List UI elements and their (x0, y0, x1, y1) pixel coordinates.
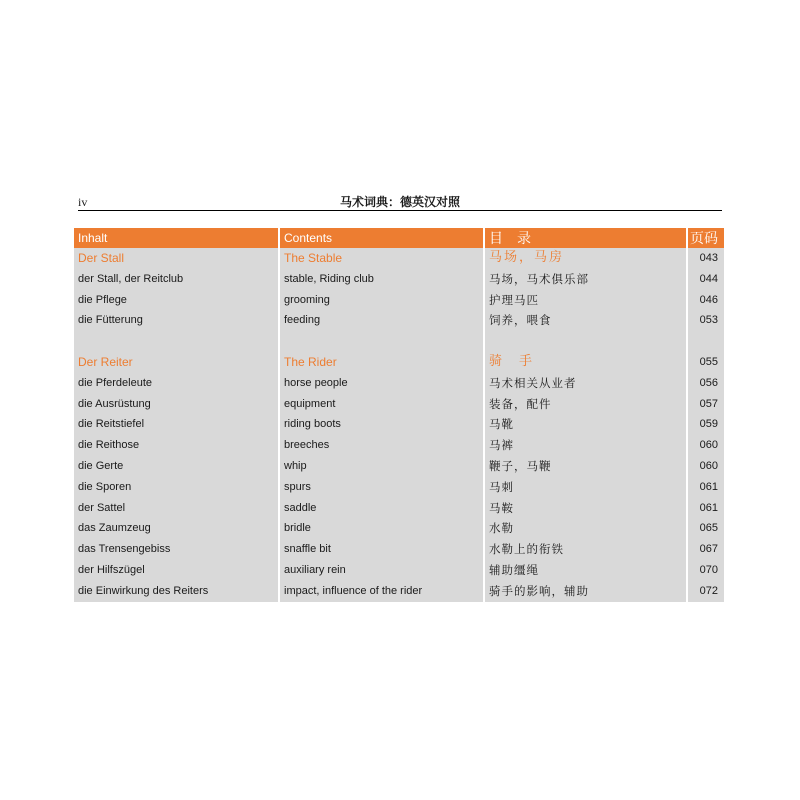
german-cell (74, 331, 278, 352)
toc-header-row (74, 228, 724, 248)
page-cell: 072 (686, 581, 724, 602)
table-row (74, 498, 724, 519)
german-cell: die Einwirkung des Reiters (74, 581, 278, 602)
page-cell: 056 (686, 373, 724, 394)
section-row (74, 352, 724, 373)
english-cell: saddle (278, 498, 483, 519)
german-cell: die Ausrüstung (74, 394, 278, 415)
chinese-cell (483, 331, 686, 352)
german-cell: Der Stall (74, 248, 278, 269)
table-row (74, 539, 724, 560)
english-cell: stable, Riding club (278, 269, 483, 290)
english-cell: impact, influence of the rider (278, 581, 483, 602)
chinese-cell: 辅助缰绳 (483, 560, 686, 581)
page-cell (686, 331, 724, 352)
table-row (74, 269, 724, 290)
english-cell: The Stable (278, 248, 483, 269)
page-cell: 065 (686, 518, 724, 539)
german-cell: die Reitstiefel (74, 414, 278, 435)
header-page: 页码 (686, 228, 724, 248)
german-cell: die Reithose (74, 435, 278, 456)
page-cell: 060 (686, 435, 724, 456)
header-english: Contents (278, 228, 483, 248)
page-number: iv (78, 195, 88, 209)
chinese-cell: 水勒上的衔铁 (483, 539, 686, 560)
toc-body (74, 248, 724, 602)
table-row (74, 518, 724, 539)
english-cell: grooming (278, 290, 483, 311)
page-cell: 043 (686, 248, 724, 269)
header-chinese: 目 录 (483, 228, 686, 248)
table-row (74, 560, 724, 581)
german-cell: die Sporen (74, 477, 278, 498)
german-cell: das Trensengebiss (74, 539, 278, 560)
english-cell: spurs (278, 477, 483, 498)
table-row (74, 456, 724, 477)
german-cell: der Stall, der Reitclub (74, 269, 278, 290)
page-cell: 061 (686, 498, 724, 519)
table-of-contents (74, 228, 724, 602)
english-cell: whip (278, 456, 483, 477)
english-cell: snaffle bit (278, 539, 483, 560)
chinese-cell: 水勒 (483, 518, 686, 539)
english-cell: horse people (278, 373, 483, 394)
german-cell: die Pflege (74, 290, 278, 311)
english-cell: auxiliary rein (278, 560, 483, 581)
german-cell: die Pferdeleute (74, 373, 278, 394)
german-cell: Der Reiter (74, 352, 278, 373)
page-cell: 060 (686, 456, 724, 477)
chinese-cell: 马场，马术俱乐部 (483, 269, 686, 290)
chinese-cell: 马靴 (483, 414, 686, 435)
english-cell (278, 331, 483, 352)
german-cell: das Zaumzeug (74, 518, 278, 539)
header-german: Inhalt (74, 228, 278, 248)
chinese-cell: 护理马匹 (483, 290, 686, 311)
german-cell: der Hilfszügel (74, 560, 278, 581)
page-cell: 061 (686, 477, 724, 498)
chinese-cell: 骑手的影响，辅助 (483, 581, 686, 602)
table-row (74, 394, 724, 415)
german-cell: die Fütterung (74, 310, 278, 331)
table-row (74, 290, 724, 311)
running-head (78, 194, 722, 211)
spacer-row (74, 331, 724, 352)
chinese-cell: 饲养，喂食 (483, 310, 686, 331)
chinese-cell: 马场，马房 (483, 248, 686, 269)
chinese-cell: 马刺 (483, 477, 686, 498)
chinese-cell: 装备，配件 (483, 394, 686, 415)
chinese-cell: 马鞍 (483, 498, 686, 519)
chinese-cell: 骑 手 (483, 352, 686, 373)
german-cell: die Gerte (74, 456, 278, 477)
table-row (74, 477, 724, 498)
chinese-cell: 马术相关从业者 (483, 373, 686, 394)
english-cell: feeding (278, 310, 483, 331)
english-cell: The Rider (278, 352, 483, 373)
page-cell: 055 (686, 352, 724, 373)
page-cell: 046 (686, 290, 724, 311)
page-cell: 070 (686, 560, 724, 581)
section-row (74, 248, 724, 269)
chinese-cell: 马裤 (483, 435, 686, 456)
german-cell: der Sattel (74, 498, 278, 519)
table-row (74, 581, 724, 602)
table-row (74, 435, 724, 456)
table-row (74, 310, 724, 331)
page-cell: 059 (686, 414, 724, 435)
english-cell: bridle (278, 518, 483, 539)
page-cell: 067 (686, 539, 724, 560)
english-cell: riding boots (278, 414, 483, 435)
book-title: 马术词典：德英汉对照 (339, 195, 460, 209)
page-cell: 044 (686, 269, 724, 290)
table-row (74, 414, 724, 435)
english-cell: equipment (278, 394, 483, 415)
page-cell: 053 (686, 310, 724, 331)
page-cell: 057 (686, 394, 724, 415)
table-row (74, 373, 724, 394)
english-cell: breeches (278, 435, 483, 456)
chinese-cell: 鞭子，马鞭 (483, 456, 686, 477)
